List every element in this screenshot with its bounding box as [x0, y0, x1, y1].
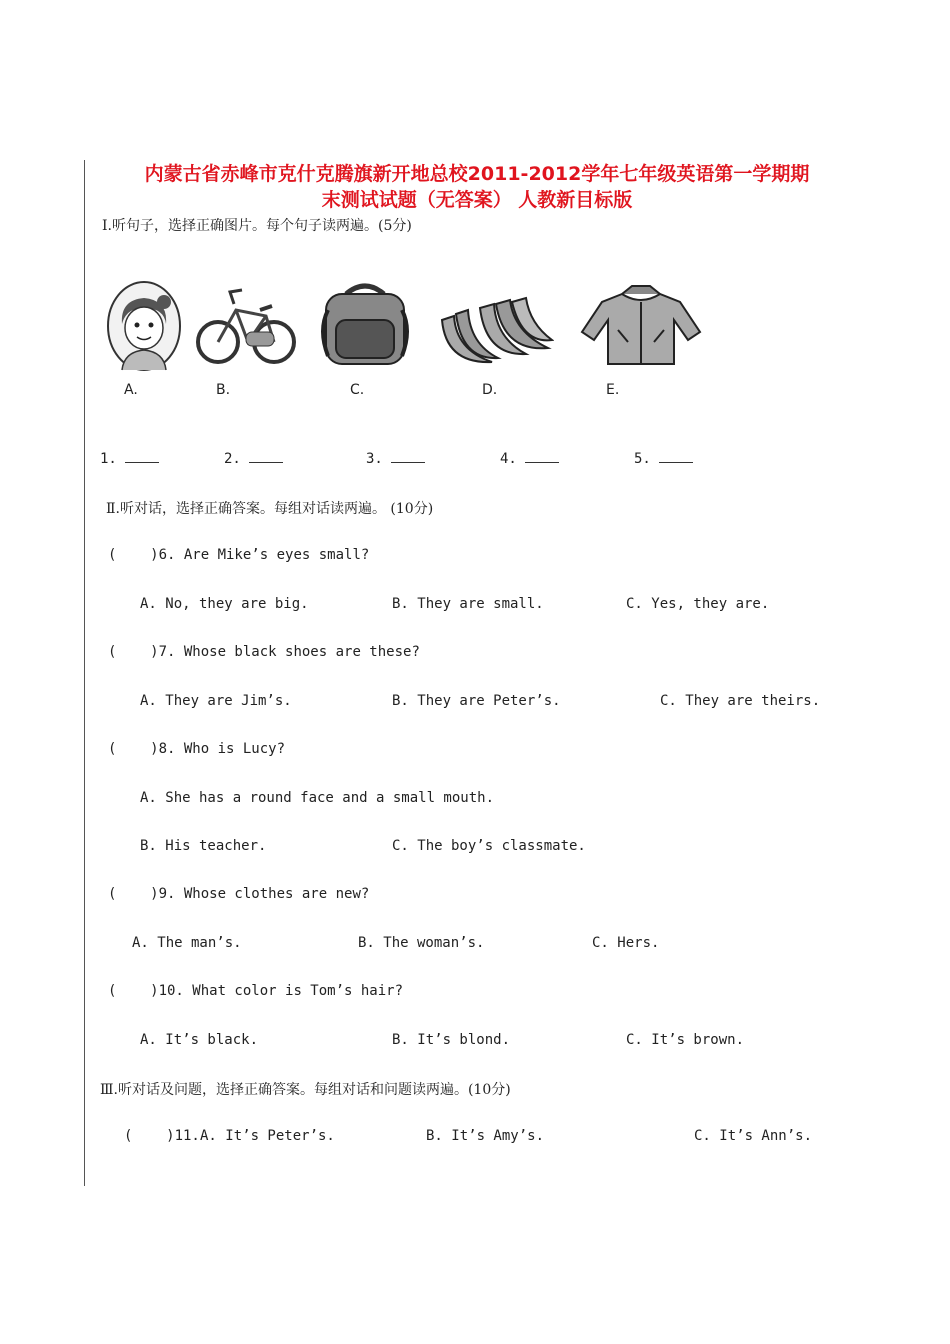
answer-blank-1[interactable]: 1.	[100, 451, 159, 467]
q11-option-c: C. It’s Ann’s.	[694, 1128, 813, 1144]
q9-option-c: C. Hers.	[592, 935, 660, 951]
picture-label-d: D.	[482, 382, 498, 398]
q8-option-a: A. She has a round face and a small mouth.	[140, 790, 495, 806]
blank-line[interactable]	[125, 452, 159, 463]
answer-paren[interactable]: ( )	[108, 886, 159, 902]
q7-option-c: C. They are theirs.	[660, 693, 821, 709]
answer-blank-3[interactable]: 3.	[366, 451, 425, 467]
q9-option-b: B. The woman’s.	[358, 935, 485, 951]
q6-option-a: A. No, they are big.	[140, 596, 309, 612]
page-title-line-1: 内蒙古省赤峰市克什克腾旗新开地总校2011-2012学年七年级英语第一学期期	[144, 163, 810, 185]
q8-option-b: B. His teacher.	[140, 838, 267, 854]
q9-option-a: A. The man’s.	[132, 935, 242, 951]
q11-option-b: B. It’s Amy’s.	[426, 1128, 545, 1144]
q10-option-c: C. It’s brown.	[626, 1032, 745, 1048]
q6-option-b: B. They are small.	[392, 596, 544, 612]
q10-option-b: B. It’s blond.	[392, 1032, 511, 1048]
answer-paren[interactable]: ( )	[124, 1128, 175, 1144]
q6-option-c: C. Yes, they are.	[626, 596, 770, 612]
answer-blank-4[interactable]: 4.	[500, 451, 559, 467]
answer-blank-2[interactable]: 2.	[224, 451, 283, 467]
picture-label-e: E.	[606, 382, 620, 398]
picture-label-b: B.	[216, 382, 231, 398]
question-7: ( )7. Whose black shoes are these?	[108, 644, 420, 660]
answer-paren[interactable]: ( )	[108, 547, 159, 563]
girl-portrait-icon	[106, 280, 182, 372]
answer-paren[interactable]: ( )	[108, 741, 159, 757]
question-8: ( )8. Who is Lucy?	[108, 741, 286, 757]
section-1-heading: Ⅰ.听句子，选择正确图片。每个句子读两遍。(5分)	[102, 218, 412, 234]
blank-line[interactable]	[391, 452, 425, 463]
answer-paren[interactable]: ( )	[108, 644, 159, 660]
bicycle-icon	[196, 280, 296, 370]
blank-line[interactable]	[249, 452, 283, 463]
blank-line[interactable]	[525, 452, 559, 463]
page-title-line-2: 末测试试题（无答案） 人教新目标版	[321, 189, 633, 211]
blank-line[interactable]	[659, 452, 693, 463]
answer-blank-5[interactable]: 5.	[634, 451, 693, 467]
question-9: ( )9. Whose clothes are new?	[108, 886, 370, 902]
bananas-icon	[436, 280, 554, 372]
q7-option-b: B. They are Peter’s.	[392, 693, 561, 709]
answer-paren[interactable]: ( )	[108, 983, 159, 999]
backpack-icon	[316, 280, 414, 370]
q10-option-a: A. It’s black.	[140, 1032, 259, 1048]
picture-label-c: C.	[350, 382, 365, 398]
question-6: ( )6. Are Mike’s eyes small?	[108, 547, 370, 563]
picture-label-a: A.	[124, 382, 138, 398]
question-10: ( )10. What color is Tom’s hair?	[108, 983, 404, 999]
q7-option-a: A. They are Jim’s.	[140, 693, 292, 709]
jacket-icon	[578, 280, 704, 372]
q8-option-c: C. The boy’s classmate.	[392, 838, 586, 854]
binding-margin-line	[84, 160, 85, 1186]
section-2-heading: Ⅱ.听对话，选择正确答案。每组对话读两遍。 (10分)	[106, 501, 434, 517]
q11-option-a: A. It’s Peter’s.	[200, 1128, 335, 1144]
section-3-heading: Ⅲ.听对话及问题，选择正确答案。每组对话和问题读两遍。(10分)	[100, 1082, 511, 1098]
question-11: ( )11.	[124, 1128, 200, 1144]
